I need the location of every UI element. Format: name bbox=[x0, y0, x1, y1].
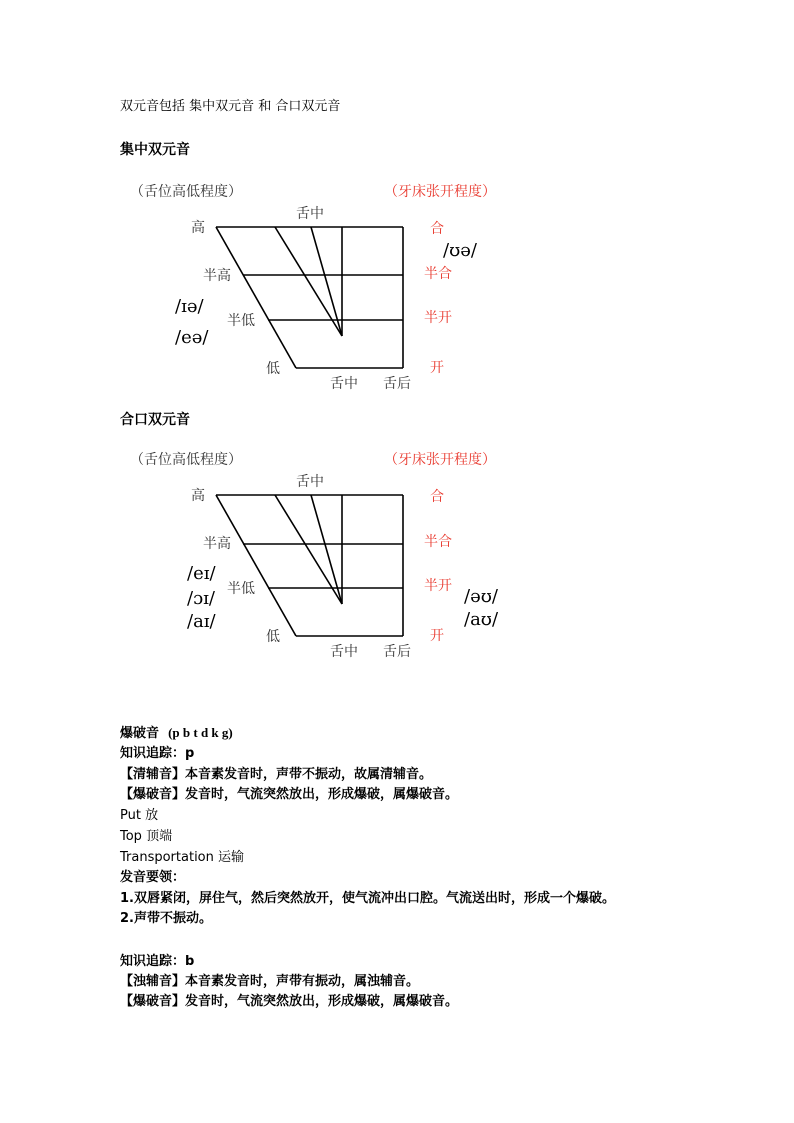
openness-close: 合 bbox=[430, 489, 444, 505]
openness-close: 合 bbox=[430, 221, 444, 237]
level-half-high: 半高 bbox=[203, 536, 231, 552]
plosive-title-sub: (p b t d k g) bbox=[168, 725, 233, 740]
openness-open: 开 bbox=[430, 628, 444, 644]
level-high: 高 bbox=[191, 488, 205, 504]
openness-half-close: 半合 bbox=[424, 534, 452, 550]
p-voiceless-line: 【清辅音】本音素发音时，声带不振动，故属清辅音。 bbox=[120, 767, 433, 782]
right-caption: （牙床张开程度） bbox=[384, 452, 496, 468]
plosive-heading bbox=[120, 724, 233, 743]
right-caption: （牙床张开程度） bbox=[384, 184, 496, 200]
left-caption: （舌位高低程度） bbox=[130, 184, 242, 200]
p-example-word: Top 顶端 bbox=[120, 829, 173, 844]
chart-line-front bbox=[216, 495, 296, 636]
openness-half-close: 半合 bbox=[424, 266, 452, 282]
section-title-centering: 集中双元音 bbox=[120, 142, 190, 158]
knowledge-track-b: 知识追踪：b bbox=[120, 954, 195, 969]
top-label: 舌中 bbox=[296, 206, 324, 222]
phoneme-right-0: /ʊə/ bbox=[443, 240, 477, 261]
tip-item: 1.双唇紧闭，屏住气，然后突然放开，使气流冲出口腔。气流送出时，形成一个爆破。 bbox=[120, 891, 615, 906]
intro-text: 双元音包括 集中双元音 和 合口双元音 bbox=[120, 99, 341, 114]
bottom-central-label: 舌中 bbox=[330, 644, 358, 660]
level-half-high: 半高 bbox=[203, 268, 231, 284]
bottom-back-label: 舌后 bbox=[383, 376, 411, 392]
p-example-word: Transportation 运输 bbox=[120, 850, 245, 865]
phoneme-right-1: /aʊ/ bbox=[464, 609, 499, 630]
openness-open: 开 bbox=[430, 360, 444, 376]
level-half-low: 半低 bbox=[227, 313, 255, 329]
bottom-central-label: 舌中 bbox=[330, 376, 358, 392]
knowledge-track-p: 知识追踪：p bbox=[120, 746, 195, 761]
top-label: 舌中 bbox=[296, 474, 324, 490]
b-voiced-line: 【浊辅音】本音素发音时，声带有振动，属浊辅音。 bbox=[120, 974, 420, 989]
phoneme-left-1: /eə/ bbox=[175, 327, 209, 348]
phoneme-right-0: /əʊ/ bbox=[464, 586, 498, 607]
phoneme-left-0: /ɪə/ bbox=[175, 296, 204, 317]
vowel-chart-closing bbox=[0, 268, 794, 668]
openness-half-open: 半开 bbox=[424, 310, 452, 326]
plosive-title: 爆破音 bbox=[120, 726, 160, 741]
level-low: 低 bbox=[266, 629, 280, 645]
section-title-closing: 合口双元音 bbox=[120, 412, 190, 428]
openness-half-open: 半开 bbox=[424, 578, 452, 594]
left-caption: （舌位高低程度） bbox=[130, 452, 242, 468]
p-example-word: Put 放 bbox=[120, 808, 159, 823]
b-plosive-line: 【爆破音】发音时，气流突然放出，形成爆破，属爆破音。 bbox=[120, 994, 459, 1009]
level-low: 低 bbox=[266, 361, 280, 377]
phoneme-left-2: /aɪ/ bbox=[187, 611, 216, 632]
bottom-back-label: 舌后 bbox=[383, 644, 411, 660]
level-high: 高 bbox=[191, 220, 205, 236]
tips-heading: 发音要领： bbox=[120, 870, 186, 885]
phoneme-left-0: /eɪ/ bbox=[187, 563, 216, 584]
phoneme-left-1: /ɔɪ/ bbox=[187, 588, 215, 609]
p-plosive-line: 【爆破音】发音时，气流突然放出，形成爆破，属爆破音。 bbox=[120, 787, 459, 802]
level-half-low: 半低 bbox=[227, 581, 255, 597]
tip-item: 2.声带不振动。 bbox=[120, 911, 212, 926]
